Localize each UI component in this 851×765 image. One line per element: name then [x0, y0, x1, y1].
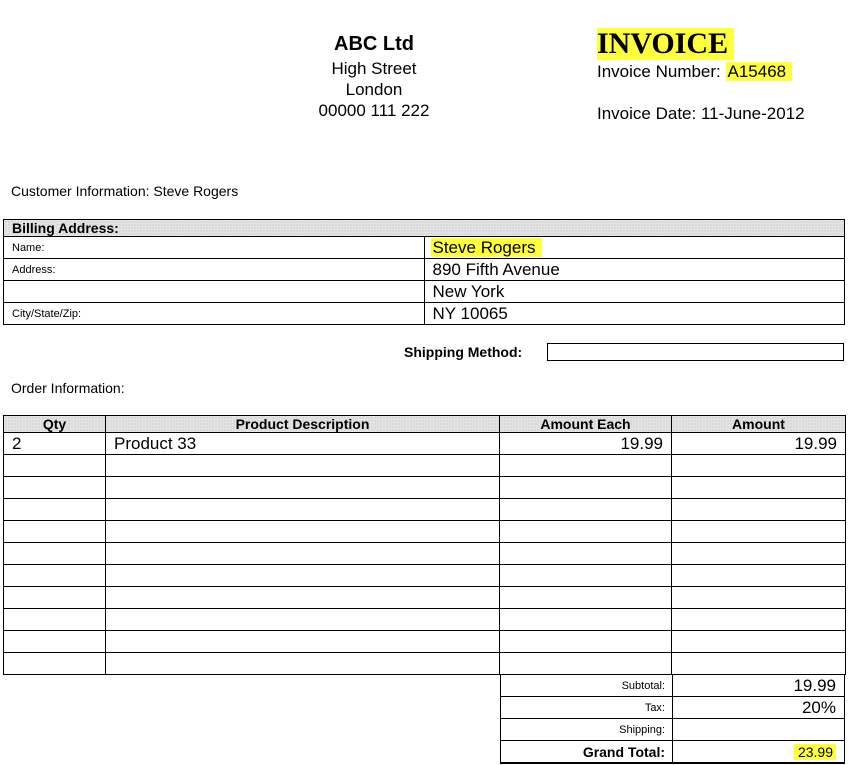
billing-city-label: City/State/Zip: — [4, 303, 425, 325]
company-name: ABC Ltd — [334, 33, 414, 55]
amount-cell — [672, 609, 846, 631]
description-cell — [106, 653, 500, 675]
amount-each-cell — [500, 521, 672, 543]
amount-each-cell — [500, 455, 672, 477]
amount-each-cell — [500, 587, 672, 609]
subtotal-label: Subtotal: — [501, 675, 673, 697]
company-header — [254, 30, 494, 121]
description-cell — [106, 543, 500, 565]
totals-table — [500, 674, 845, 764]
company-city: London — [345, 80, 403, 99]
table-row — [4, 433, 846, 455]
amount-each-cell — [500, 499, 672, 521]
tax-label: Tax: — [501, 697, 673, 719]
company-phone: 00000 111 222 — [318, 101, 430, 120]
description-cell — [106, 499, 500, 521]
billing-address-line1: 890 Fifth Avenue — [424, 259, 845, 281]
grand-total-cell — [673, 741, 845, 764]
qty-cell — [4, 653, 106, 675]
header-description: Product Description — [106, 416, 500, 433]
qty-cell — [4, 609, 106, 631]
amount-cell — [672, 521, 846, 543]
table-row — [4, 609, 846, 631]
shipping-label: Shipping: — [501, 719, 673, 741]
amount-each-cell — [500, 653, 672, 675]
grand-total-value: 23.99 — [794, 744, 836, 760]
qty-cell — [4, 565, 106, 587]
shipping-method-label: Shipping Method: — [404, 344, 523, 360]
amount-cell — [672, 653, 846, 675]
billing-address-label: Address: — [4, 259, 425, 281]
description-cell: Product 33 — [106, 433, 500, 455]
billing-address-line2: New York — [424, 281, 845, 303]
amount-each-cell — [500, 565, 672, 587]
shipping-value — [673, 719, 845, 741]
table-row — [4, 455, 846, 477]
qty-cell — [4, 587, 106, 609]
billing-name-label: Name: — [4, 237, 425, 259]
invoice-date-value: 11-June-2012 — [700, 104, 805, 123]
qty-cell — [4, 477, 106, 499]
qty-cell: 2 — [4, 433, 106, 455]
table-row — [4, 477, 846, 499]
invoice-date-label: Invoice Date: — [597, 104, 697, 123]
table-row — [4, 587, 846, 609]
order-information: Order Information: — [11, 380, 125, 396]
description-cell — [106, 565, 500, 587]
amount-cell — [672, 477, 846, 499]
billing-city-value: NY 10065 — [424, 303, 845, 325]
amount-cell — [672, 587, 846, 609]
description-cell — [106, 477, 500, 499]
amount-cell — [672, 631, 846, 653]
invoice-number-label: Invoice Number: — [597, 62, 721, 81]
amount-each-cell — [500, 477, 672, 499]
invoice-date-line — [597, 103, 805, 125]
amount-each-cell — [500, 631, 672, 653]
amount-cell — [672, 455, 846, 477]
amount-cell — [672, 565, 846, 587]
amount-cell: 19.99 — [672, 433, 846, 455]
qty-cell — [4, 499, 106, 521]
table-row — [4, 543, 846, 565]
header-amount-each: Amount Each — [500, 416, 672, 433]
invoice-title: INVOICE — [597, 28, 734, 60]
billing-header: Billing Address: — [4, 220, 845, 237]
billing-name-value: Steve Rogers — [431, 238, 542, 257]
invoice-number-value: A15468 — [726, 62, 793, 81]
amount-each-cell — [500, 609, 672, 631]
qty-cell — [4, 631, 106, 653]
description-cell — [106, 631, 500, 653]
table-row — [4, 565, 846, 587]
header-qty: Qty — [4, 416, 106, 433]
billing-address-table — [3, 219, 845, 325]
company-street: High Street — [331, 59, 417, 78]
order-table — [3, 415, 846, 675]
table-row — [4, 653, 846, 675]
table-row — [4, 631, 846, 653]
description-cell — [106, 521, 500, 543]
billing-empty-label — [4, 281, 425, 303]
description-cell — [106, 587, 500, 609]
grand-total-label: Grand Total: — [501, 741, 673, 764]
amount-each-cell — [500, 543, 672, 565]
tax-value: 20% — [673, 697, 845, 719]
description-cell — [106, 609, 500, 631]
table-row — [4, 499, 846, 521]
description-cell — [106, 455, 500, 477]
qty-cell — [4, 455, 106, 477]
customer-information: Customer Information: Steve Rogers — [11, 183, 239, 199]
shipping-method-field[interactable] — [547, 343, 844, 361]
invoice-number-line — [597, 61, 792, 83]
amount-cell — [672, 543, 846, 565]
amount-each-cell: 19.99 — [500, 433, 672, 455]
table-row — [4, 521, 846, 543]
qty-cell — [4, 543, 106, 565]
qty-cell — [4, 521, 106, 543]
subtotal-value: 19.99 — [673, 675, 845, 697]
header-amount: Amount — [672, 416, 846, 433]
billing-name-cell — [424, 237, 845, 259]
amount-cell — [672, 499, 846, 521]
